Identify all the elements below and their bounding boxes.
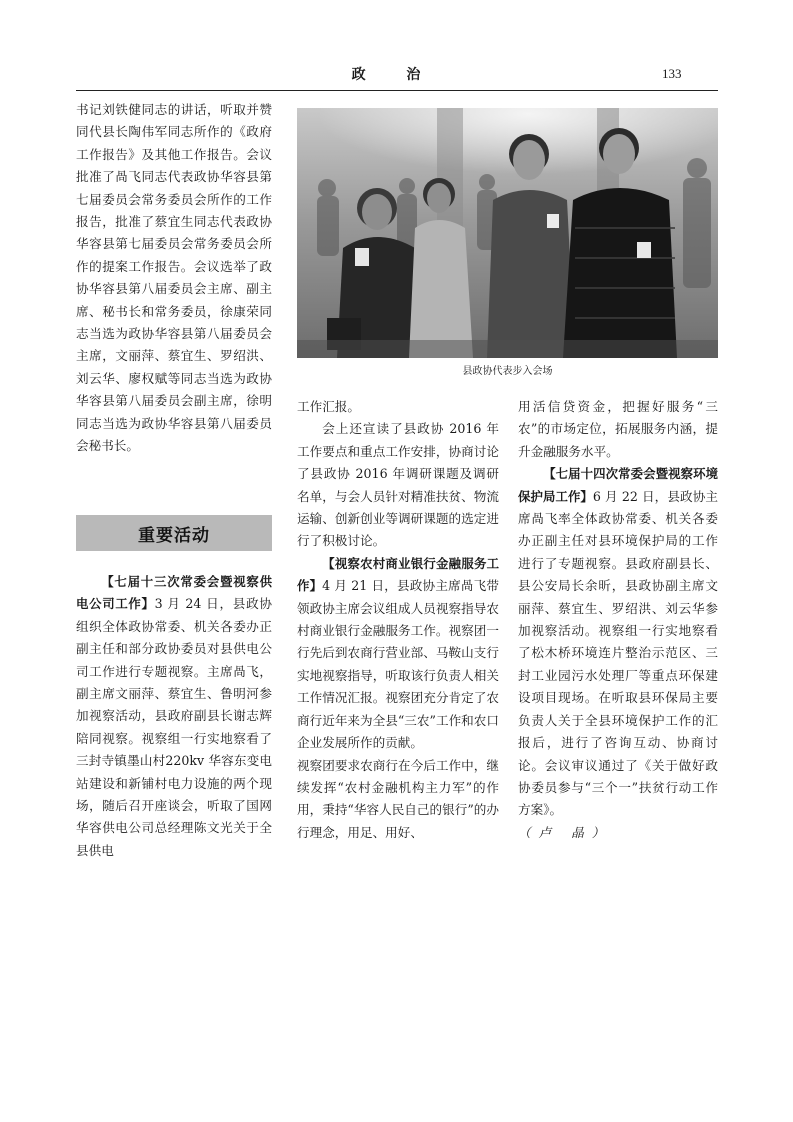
- section-heading: 重要活动: [138, 525, 210, 546]
- intro-paragraph: 书记刘铁健同志的讲话，听取并赞同代县长陶伟军同志所作的《政府工作报告》及其他工作报告。会议批准了咼飞同志代表政协华容县第七届委员会常务委员会所作的工作报告，批准了蔡宜生同志代表政协华容县第七届委员会常务委员会所作的提案工作报告。会议选举了政协华容县第八届委员会主席、副主席、秘书长和常务委员，徐康荣同志当选为政协华容县第八届委员会主席，文丽萍、蔡宜生、罗绍洪、刘云华、廖权赋等同志当选为政协华容县第八届委员会副主席，徐明同志当选为政协华容县第八届委员会秘书长。: [76, 102, 272, 454]
- article-2-body: 4 月 21 日，县政协主席咼飞带领政协主席会议组成人员视察指导农村商业银行金融服务工作。视察团一行先后到农商行营业部、马鞍山支行实地视察指导，听取该行负责人相关工作情况汇报。视察团充分肯定了农商行近年来为全县“三农”工作和农口企业发展所作的贡献。: [297, 578, 499, 751]
- article-1-body: 3 月 24 日，县政协组织全体政协常委、机关各委办正副主任和部分政协委员对县供电公司工作进行专题视察。主席咼飞，副主席文丽萍、蔡宜生、鲁明河参加视察活动，县政府副县长谢志辉陪同视察。视察组一行实地察看了三封寺镇墨山村220kv 华容东变电站建设和新铺村电力设施的两个现场，随后召开座谈会，听取了国网华容供电公司总经理陈文光关于全县供电: [76, 596, 272, 858]
- article-1-title: 【七届十三次常委会暨视察供电公司工作】: [76, 574, 272, 612]
- article-3: [518, 463, 718, 822]
- photo-caption: 县政协代表步入会场: [462, 366, 553, 377]
- page-number: 133: [662, 66, 682, 81]
- section-title: 政 治: [351, 67, 439, 83]
- article-3-title: 【七届十四次常委会暨视察环境保护局工作】: [518, 466, 718, 504]
- column-1-upper: [76, 99, 272, 458]
- col2-paragraph-1: 工作汇报。: [297, 399, 360, 414]
- delegates-photo: [297, 108, 718, 358]
- col2-paragraph-2: 会上还宣读了县政协 2016 年工作要点和重点工作安排，协商讨论了县政协 2016 年调研课题及调研名单，与会人员针对精准扶贫、物流运输、创新创业等调研课题的选定进行了积极讨论。: [297, 421, 499, 549]
- author-signature: （卢 晶）: [518, 824, 613, 840]
- news-photo: [297, 108, 718, 358]
- article-3-body: 6 月 22 日，县政协主席咼飞率全体政协常委、机关各委办正副主任对县环境保护局的工作进行了专题视察。县政府副县长、县公安局长余昕，县政协副主席文丽萍、蔡宜生、罗绍洪、刘云华参加视察活动。视察组一行实地察看了松木桥环境连片整治示范区、三封工业园污水处理厂等重点环保建设项目现场。在听取县环保局主要负责人关于全县环境保护工作的汇报后，进行了咨询互动、协商讨论。会议审议通过了《关于做好政协委员参与“三个一”扶贫行动工作方案》。: [518, 488, 718, 818]
- section-banner: [76, 515, 272, 551]
- article-2-title: 【视察农村商业银行金融服务工作】: [297, 555, 499, 594]
- article-1: [76, 571, 272, 862]
- header-divider: [76, 90, 718, 91]
- column-3: [518, 396, 718, 844]
- col2-paragraph-4: 视察团要求农商行在今后工作中，继续发挥“农村金融机构主力军”的作用，秉持“华容人民自己的银行”的办行理念，用足、用好、: [297, 757, 499, 840]
- article-2: [297, 553, 499, 755]
- column-2: [297, 396, 499, 844]
- col3-paragraph-1: 用活信贷资金，把握好服务“三农”的市场定位，拓展服务内涵，提升金融服务水平。: [518, 399, 718, 459]
- column-1-lower: [76, 571, 272, 862]
